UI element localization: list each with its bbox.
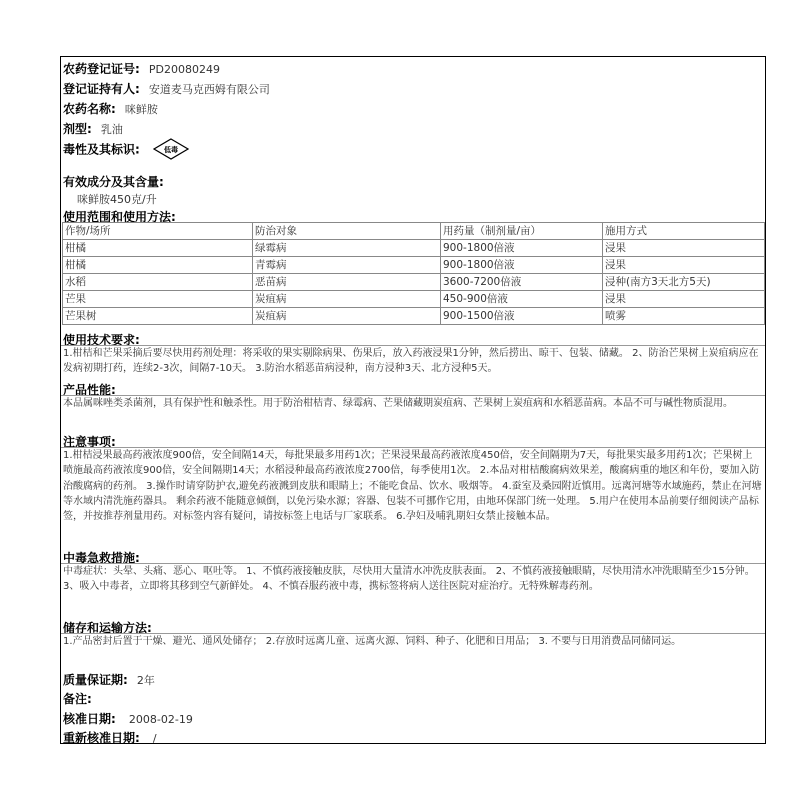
low-toxicity-badge-icon — [153, 138, 189, 160]
performance-text: 本品属咪唑类杀菌剂，具有保护性和触杀性。用于防治柑桔青、绿霉病、芒果储藏期炭疽病、芒果树上炭疽病和水稻恶苗病。本品不可与碱性物质混用。 — [63, 398, 733, 409]
dosage-cell: 900-1800倍液 — [441, 257, 603, 274]
table-row — [63, 291, 765, 308]
registration-row — [63, 58, 763, 78]
first-aid-label: 中毒急救措施: — [63, 551, 140, 565]
method-cell: 浸果 — [603, 257, 765, 274]
pesticide-name-value: 咪鲜胺 — [124, 103, 158, 116]
toxicity-row — [63, 138, 763, 160]
formulation-row — [63, 118, 763, 138]
technique-label: 使用技术要求: — [63, 333, 140, 347]
badge-text: 低毒 — [163, 146, 178, 154]
table-row — [63, 240, 765, 257]
toxicity-label: 毒性及其标识: — [63, 142, 140, 157]
ingredient-value: 咪鲜胺450克/升 — [77, 193, 157, 206]
crop-cell: 柑橘 — [63, 240, 253, 257]
notes-label: 注意事项: — [63, 435, 116, 449]
registration-value: PD20080249 — [148, 63, 220, 76]
notes-text: 1.柑桔浸果最高药液浓度900倍，安全间隔14天，每批果最多用药1次；芒果浸果最高药液浓度450倍，安全间隔期为7天，每批果实最多用药1次；芒果树上喷施最高药液浓度900倍，安全间隔期14天；水稻浸种最高药液浓度2700倍，每季使用1次。 2.本品对柑桔酸腐病效果差，酸腐病重的地区和年份，要加入防治酸腐病的药剂。 3.操作时请穿防护衣,避免药液溅到皮肤和眼睛上；不能吃食品、饮水、吸烟等。 4.蚕室及桑园附近慎用。远离河塘等水域施药，禁止在河塘等水域内清洗施药器具。 剩余药液不能随意倾倒，以免污染水源；容器、包装不可挪作它用，由地环保部门统一处理。 5.用户在使用本品前要仔细阅读产品标签，并按推荐剂量用药。对标签内容有疑问，请按标签上电话与厂家联系。 6.孕妇及哺乳期妇女禁止接触本品。 — [63, 450, 762, 523]
crop-cell: 柑橘 — [63, 257, 253, 274]
ingredient-label: 有效成分及其含量: — [63, 175, 164, 189]
dosage-cell: 900-1800倍液 — [441, 240, 603, 257]
approval-date-value: 2008-02-19 — [128, 713, 193, 726]
storage-label: 储存和运输方法: — [63, 621, 152, 635]
ingredient-value-row — [77, 188, 763, 208]
formulation-value: 乳油 — [100, 123, 123, 136]
crop-cell: 芒果 — [63, 291, 253, 308]
renewal-date-value: / — [152, 732, 157, 744]
table-row — [63, 308, 765, 325]
dosage-cell: 3600-7200倍液 — [441, 274, 603, 291]
method-cell: 浸种(南方3天北方5天) — [603, 274, 765, 291]
crop-cell: 水稻 — [63, 274, 253, 291]
label-document — [60, 56, 766, 744]
shelf-life-value: 2年 — [136, 674, 155, 687]
dosage-cell: 900-1500倍液 — [441, 308, 603, 325]
usage-label: 使用范围和使用方法: — [63, 210, 176, 224]
crop-cell: 芒果树 — [63, 308, 253, 325]
target-cell: 恶苗病 — [253, 274, 441, 291]
usage-header-cell: 施用方式 — [603, 223, 765, 240]
method-cell: 喷雾 — [603, 308, 765, 325]
usage-table-header — [63, 223, 765, 240]
approval-date-label: 核准日期: — [63, 712, 116, 726]
usage-table — [62, 222, 765, 325]
method-cell: 浸果 — [603, 240, 765, 257]
method-cell: 浸果 — [603, 291, 765, 308]
formulation-label: 剂型: — [63, 122, 92, 136]
holder-value: 安道麦马克西姆有限公司 — [148, 83, 270, 96]
approval-date-row — [63, 708, 763, 728]
shelf-life-label: 质量保证期: — [63, 673, 128, 687]
renewal-date-label: 重新核准日期: — [63, 731, 140, 744]
usage-header-cell: 用药量（制剂量/亩） — [441, 223, 603, 240]
performance-label: 产品性能: — [63, 383, 116, 397]
pesticide-name-row — [63, 98, 763, 118]
target-cell: 绿霉病 — [253, 240, 441, 257]
shelf-life-row — [63, 669, 763, 689]
target-cell: 青霉病 — [253, 257, 441, 274]
usage-header-cell: 防治对象 — [253, 223, 441, 240]
table-row — [63, 274, 765, 291]
remarks-label: 备注: — [63, 692, 92, 706]
table-row — [63, 257, 765, 274]
pesticide-name-label: 农药名称: — [63, 102, 116, 116]
first-aid-text: 中毒症状：头晕、头痛、恶心、呕吐等。 1、不慎药液接触皮肤，尽快用大量清水冲洗皮肤表面。 2、不慎药液接触眼睛，尽快用清水冲洗眼睛至少15分钟。 3、吸入中毒者，立即将其移到空气新鲜处。 4、不慎吞服药液中毒，携标签将病人送往医院对症治疗。无特殊解毒药剂。 — [63, 566, 755, 593]
renewal-date-row — [63, 727, 763, 744]
target-cell: 炭疽病 — [253, 308, 441, 325]
remarks-row — [63, 688, 763, 708]
technique-text: 1.柑桔和芒果采摘后要尽快用药剂处理：将采收的果实剔除病果、伤果后，放入药液浸果1分钟，然后捞出、晾干、包装、储藏。 2、防治芒果树上炭疽病应在发病初期打药，连续2-3次，间隔7-10天。 3.防治水稻恶苗病浸种，南方浸种3天、北方浸种5天。 — [63, 348, 759, 375]
usage-header-cell: 作物/场所 — [63, 223, 253, 240]
holder-label: 登记证持有人: — [63, 82, 140, 96]
target-cell: 炭疽病 — [253, 291, 441, 308]
holder-row — [63, 78, 763, 98]
storage-text: 1.产品密封后置于干燥、避光、通风处储存； 2.存放时远离儿童、远离火源、饲料、种子、化肥和日用品； 3. 不要与日用消费品同储同运。 — [63, 636, 682, 647]
dosage-cell: 450-900倍液 — [441, 291, 603, 308]
registration-label: 农药登记证号: — [63, 62, 140, 76]
